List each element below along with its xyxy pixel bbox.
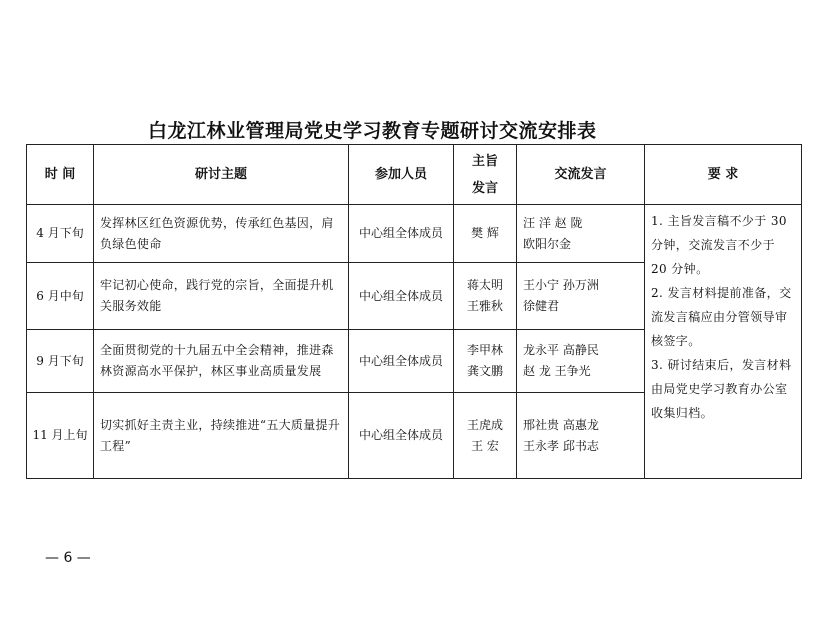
row-time: 11 月上旬 (27, 393, 94, 479)
main-speaker-name: 王雅秋 (466, 299, 503, 313)
row-time: 4 月下旬 (27, 205, 94, 263)
header-time: 时 间 (27, 145, 94, 205)
row-exchange-speakers (517, 330, 645, 393)
requirement-item: 3. 研讨结束后，发言材料由局党史学习教育办公室收集归档。 (651, 358, 792, 420)
row-main-speaker (454, 330, 517, 393)
main-speaker-name: 李甲林 (466, 343, 503, 357)
header-topic: 研讨主题 (94, 145, 349, 205)
requirement-item: 1. 主旨发言稿不少于 30 分钟，交流发言不少于 20 分钟。 (651, 214, 787, 276)
requirements-cell (645, 205, 802, 479)
header-participants: 参加人员 (349, 145, 454, 205)
row-participants: 中心组全体成员 (349, 205, 454, 263)
row-participants: 中心组全体成员 (349, 263, 454, 330)
header-main-speech (454, 145, 517, 205)
row-exchange-speakers (517, 393, 645, 479)
row-topic: 全面贯彻党的十九届五中全会精神，推进森林资源高水平保护，林区事业高质量发展 (94, 330, 349, 393)
main-speaker-name: 龚文鹏 (466, 364, 503, 378)
table-row (27, 205, 802, 263)
row-main-speaker (454, 393, 517, 479)
main-speaker-name: 王 宏 (471, 438, 499, 453)
exchange-speaker-line: 王永孝 邱书志 (523, 438, 599, 453)
row-topic: 牢记初心使命，践行党的宗旨，全面提升机关服务效能 (94, 263, 349, 330)
main-speaker-name: 樊 辉 (471, 226, 499, 240)
row-time: 9 月下旬 (27, 330, 94, 393)
row-participants: 中心组全体成员 (349, 393, 454, 479)
row-exchange-speakers (517, 263, 645, 330)
exchange-speaker-line: 欧阳尔金 (523, 236, 572, 251)
header-main-speech-line1: 主旨 (471, 153, 498, 169)
row-exchange-speakers (517, 205, 645, 263)
exchange-speaker-line: 邢社贵 高惠龙 (523, 417, 599, 432)
row-participants: 中心组全体成员 (349, 330, 454, 393)
row-main-speaker (454, 205, 517, 263)
exchange-speaker-line: 徐健君 (523, 299, 560, 313)
row-main-speaker (454, 263, 517, 330)
exchange-speaker-line: 赵 龙 王争光 (523, 364, 591, 378)
row-topic: 发挥林区红色资源优势，传承红色基因，肩负绿色使命 (94, 205, 349, 263)
exchange-speaker-line: 汪 洋 赵 陇 (523, 215, 583, 230)
header-row (27, 145, 802, 205)
header-main-speech-line2: 发言 (471, 180, 498, 196)
row-topic: 切实抓好主责主业，持续推进“五大质量提升工程” (94, 393, 349, 479)
exchange-speaker-line: 王小宁 孙万洲 (523, 278, 599, 292)
header-requirements: 要 求 (645, 145, 802, 205)
document-title: 白龙江林业管理局党史学习教育专题研讨交流安排表 (148, 120, 597, 142)
schedule-table (26, 144, 802, 479)
exchange-speaker-line: 龙永平 高静民 (523, 343, 599, 357)
row-time: 6 月中旬 (27, 263, 94, 330)
main-speaker-name: 蒋太明 (466, 278, 503, 292)
requirement-item: 2. 发言材料提前准备，交流发言稿应由分管领导审核签字。 (651, 286, 792, 348)
page-number: — 6 — (45, 550, 91, 566)
header-exchange: 交流发言 (517, 145, 645, 205)
main-speaker-name: 王虎成 (466, 417, 503, 432)
